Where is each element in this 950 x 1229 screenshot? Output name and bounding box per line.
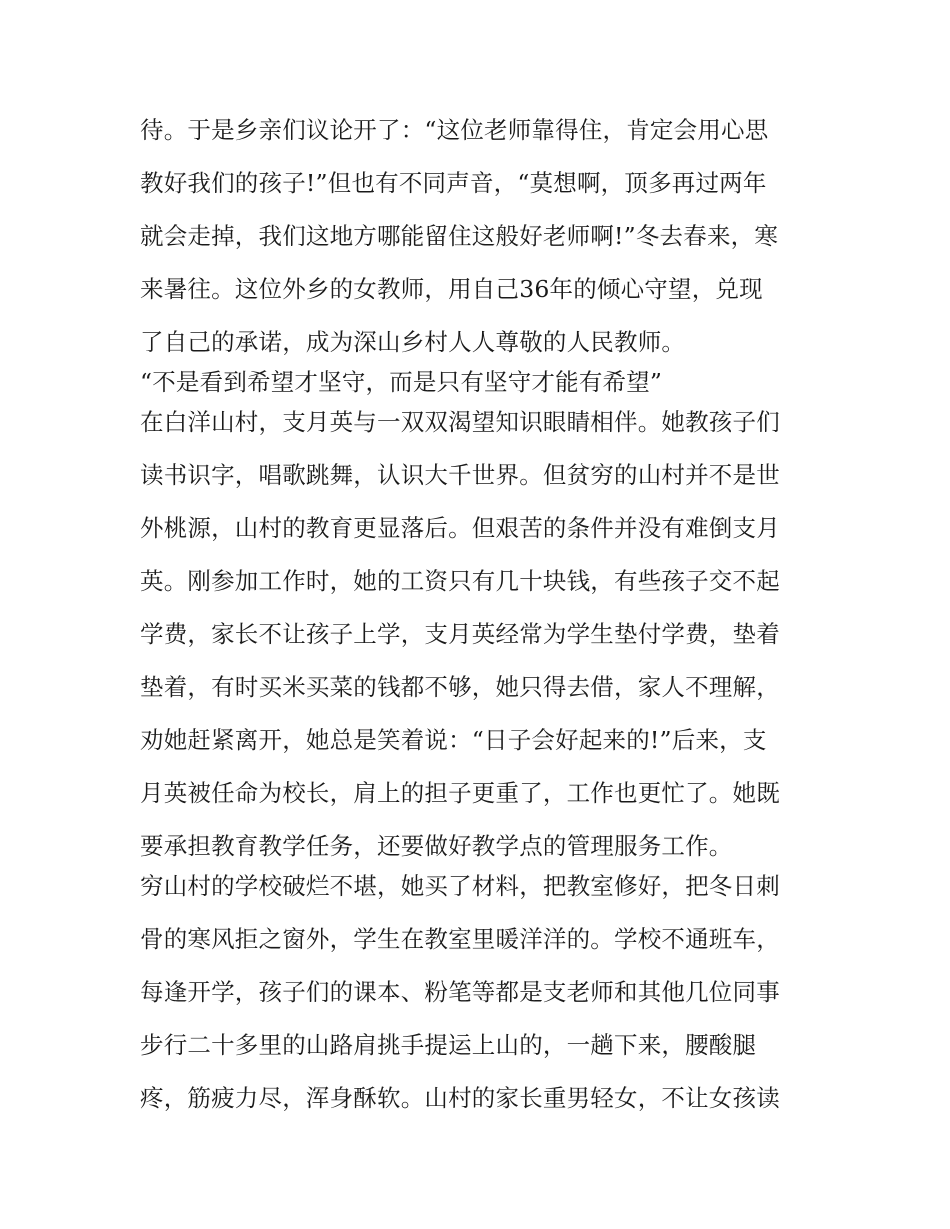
- text-line: 就会走掉，我们这地方哪能留住这般好老师啊!”冬去春来，寒: [140, 222, 779, 250]
- text-line: 月英被任命为校长，肩上的担子更重了，工作也更忙了。她既: [140, 779, 780, 807]
- text-line: 劝她赶紧离开，她总是笑着说：“日子会好起来的!”后来，支: [140, 726, 767, 754]
- text-line: 疼，筋疲力尽，浑身酥软。山村的家长重男轻女，不让女孩读: [140, 1084, 780, 1112]
- text-line: 教好我们的孩子!”但也有不同声音，“莫想啊，顶多再过两年: [140, 169, 767, 197]
- section-heading: “不是看到希望才坚守，而是只有坚守才能有希望”: [140, 368, 663, 396]
- text-line: 待。于是乡亲们议论开了：“这位老师靠得住，肯定会用心思: [140, 116, 769, 144]
- text-line: 了自己的承诺，成为深山乡村人人尊敬的人民教师。: [140, 328, 686, 356]
- text-line: 英。刚参加工作时，她的工资只有几十块钱，有些孩子交不起: [140, 567, 780, 595]
- text-line: 每逢开学，孩子们的课本、粉笔等都是支老师和其他几位同事: [140, 978, 780, 1006]
- text-line: 骨的寒风拒之窗外，学生在教室里暖洋洋的。学校不通班车，: [140, 925, 780, 953]
- text-line: 要承担教育教学任务，还要做好教学点的管理服务工作。: [140, 832, 733, 860]
- body-text: [140, 110, 820, 1131]
- text-line: 垫着，有时买米买菜的钱都不够，她只得去借，家人不理解，: [140, 673, 780, 701]
- text-line: 穷山村的学校破烂不堪，她买了材料，把教室修好，把冬日刺: [140, 872, 780, 900]
- text-line: 来暑往。这位外乡的女教师，用自己36年的倾心守望，兑现: [140, 275, 763, 303]
- text-line: 读书识字，唱歌跳舞，认识大千世界。但贫穷的山村并不是世: [140, 461, 780, 489]
- text-line: 外桃源，山村的教育更显落后。但艰苦的条件并没有难倒支月: [140, 514, 780, 542]
- text-line: 在白洋山村，支月英与一双双渴望知识眼睛相伴。她教孩子们: [140, 408, 780, 436]
- text-line: 学费，家长不让孩子上学，支月英经常为学生垫付学费，垫着: [140, 620, 780, 648]
- text-line: 步行二十多里的山路肩挑手提运上山的，一趟下来，腰酸腿: [140, 1031, 757, 1059]
